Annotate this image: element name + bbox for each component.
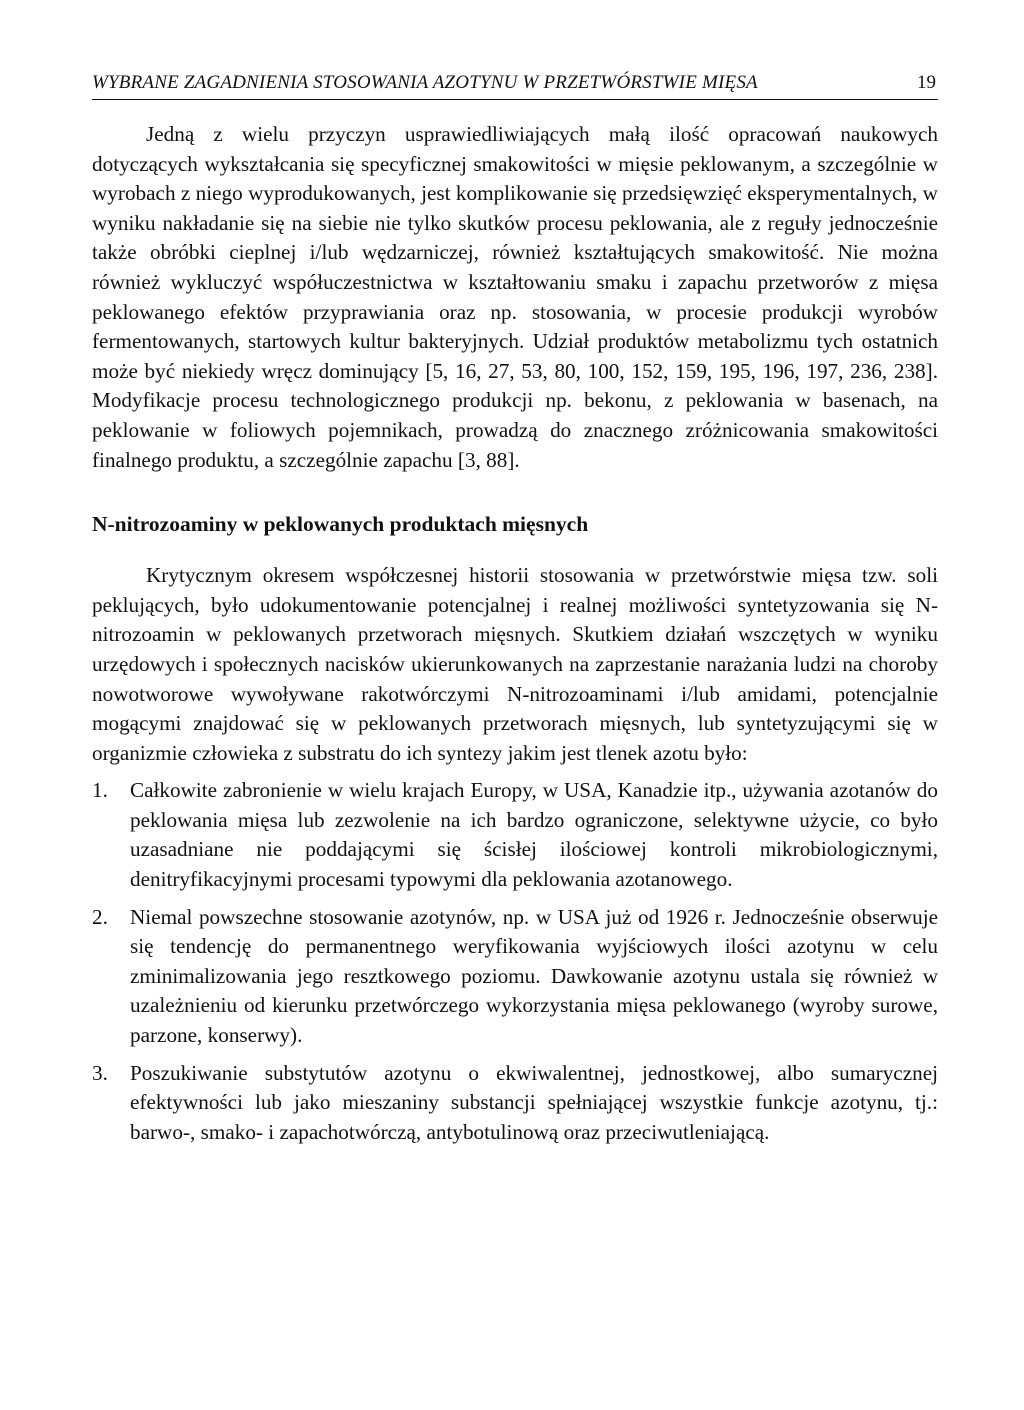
body-paragraph-2: Krytycznym okresem współczesnej historii stosowania w przetwórstwie mięsa tzw. soli peklujących, było udokumentowanie potencjalnej i realnej możliwości syntetyzowania się N-nitrozoamin w peklowanych przetworach mięsnych. Skutkiem działań wszczętych w wyniku urzędowych i społecznych nacisków ukierunkowanych na zaprzestanie narażania ludzi na choroby nowotworowe wywoływane rakotwórczymi N-nitrozoaminami i/lub amidami, potencjalnie mogącymi znajdować się w peklowanych przetworach mięsnych, lub syntetyzującymi się w organizmie człowieka z substratu do ich syntezy jakim jest tlenek azotu było: bbox=[92, 563, 938, 765]
list-item-number: 1. bbox=[92, 778, 108, 803]
list-item bbox=[92, 903, 938, 1051]
list-item bbox=[92, 776, 938, 894]
list-item-number: 3. bbox=[92, 1060, 108, 1085]
running-title: WYBRANE ZAGADNIENIA STOSOWANIA AZOTYNU W PRZETWÓRSTWIE MIĘSA bbox=[92, 72, 758, 93]
document-page bbox=[92, 72, 938, 1147]
page-number: 19 bbox=[917, 72, 936, 93]
section-heading: N-nitrozoaminy w peklowanych produktach mięsnych bbox=[92, 512, 589, 537]
running-header bbox=[92, 72, 938, 100]
list-item bbox=[92, 1059, 938, 1148]
list-item-text: Niemal powszechne stosowanie azotynów, np. w USA już od 1926 r. Jednocześnie obserwuje się tendencję do permanentnego weryfikowania wyjściowych ilości azotynu w celu zminimalizowania jego resztkowego poziomu. Dawkowanie azotynu ustala się również w uzależnieniu od kierunku przetwórczego wykorzystania mięsa peklowanego (wyroby surowe, parzone, konserwy). bbox=[130, 904, 938, 1048]
list-item-text: Poszukiwanie substytutów azotynu o ekwiwalentnej, jednostkowej, albo sumarycznej efektywności lub jako mieszaniny substancji spełniającej wszystkie funkcje azotynu, tj.: barwo-, smako- i zapachotwórczą, antybotulinową oraz przeciwutleniającą. bbox=[130, 1060, 938, 1144]
list-item-number: 2. bbox=[92, 904, 108, 929]
list-item-text: Całkowite zabronienie w wielu krajach Europy, w USA, Kanadzie itp., używania azotanów do peklowania mięsa lub zezwolenie na ich bardzo ograniczone, selektywne użycie, co było uzasadniane nie poddającymi się ścisłej ilościowej kontroli mikrobiologicznymi, denitryfikacyjnymi procesami typowymi dla peklowania azotanowego. bbox=[130, 778, 938, 892]
numbered-list bbox=[92, 776, 938, 1147]
body-paragraph-1: Jedną z wielu przyczyn usprawiedliwiających małą ilość opracowań naukowych dotyczących wykształcania się specyficznej smakowitości w mięsie peklowanym, a szczególnie w wyrobach z niego wyprodukowanych, jest komplikowanie się przedsięwzięć eksperymentalnych, w wyniku nakładanie się na siebie nie tylko skutków procesu peklowania, ale z reguły jednocześnie także obróbki cieplnej i/lub wędzarniczej, również kształtujących smakowitość. Nie można również wykluczyć współuczestnictwa w kształtowaniu smaku i zapachu przetworów z mięsa peklowanego efektów przyprawiania oraz np. stosowania, w procesie produkcji wyrobów fermentowanych, startowych kultur bakteryjnych. Udział produktów metabolizmu tych ostatnich może być niekiedy wręcz dominujący [5, 16, 27, 53, 80, 100, 152, 159, 195, 196, 197, 236, 238]. Modyfikacje procesu technologicznego produkcji np. bekonu, z peklowania w basenach, na peklowanie w foliowych pojemnikach, prowadzą do znacznego zróżnicowania smakowitości finalnego produktu, a szczególnie zapachu [3, 88]. bbox=[92, 122, 938, 472]
